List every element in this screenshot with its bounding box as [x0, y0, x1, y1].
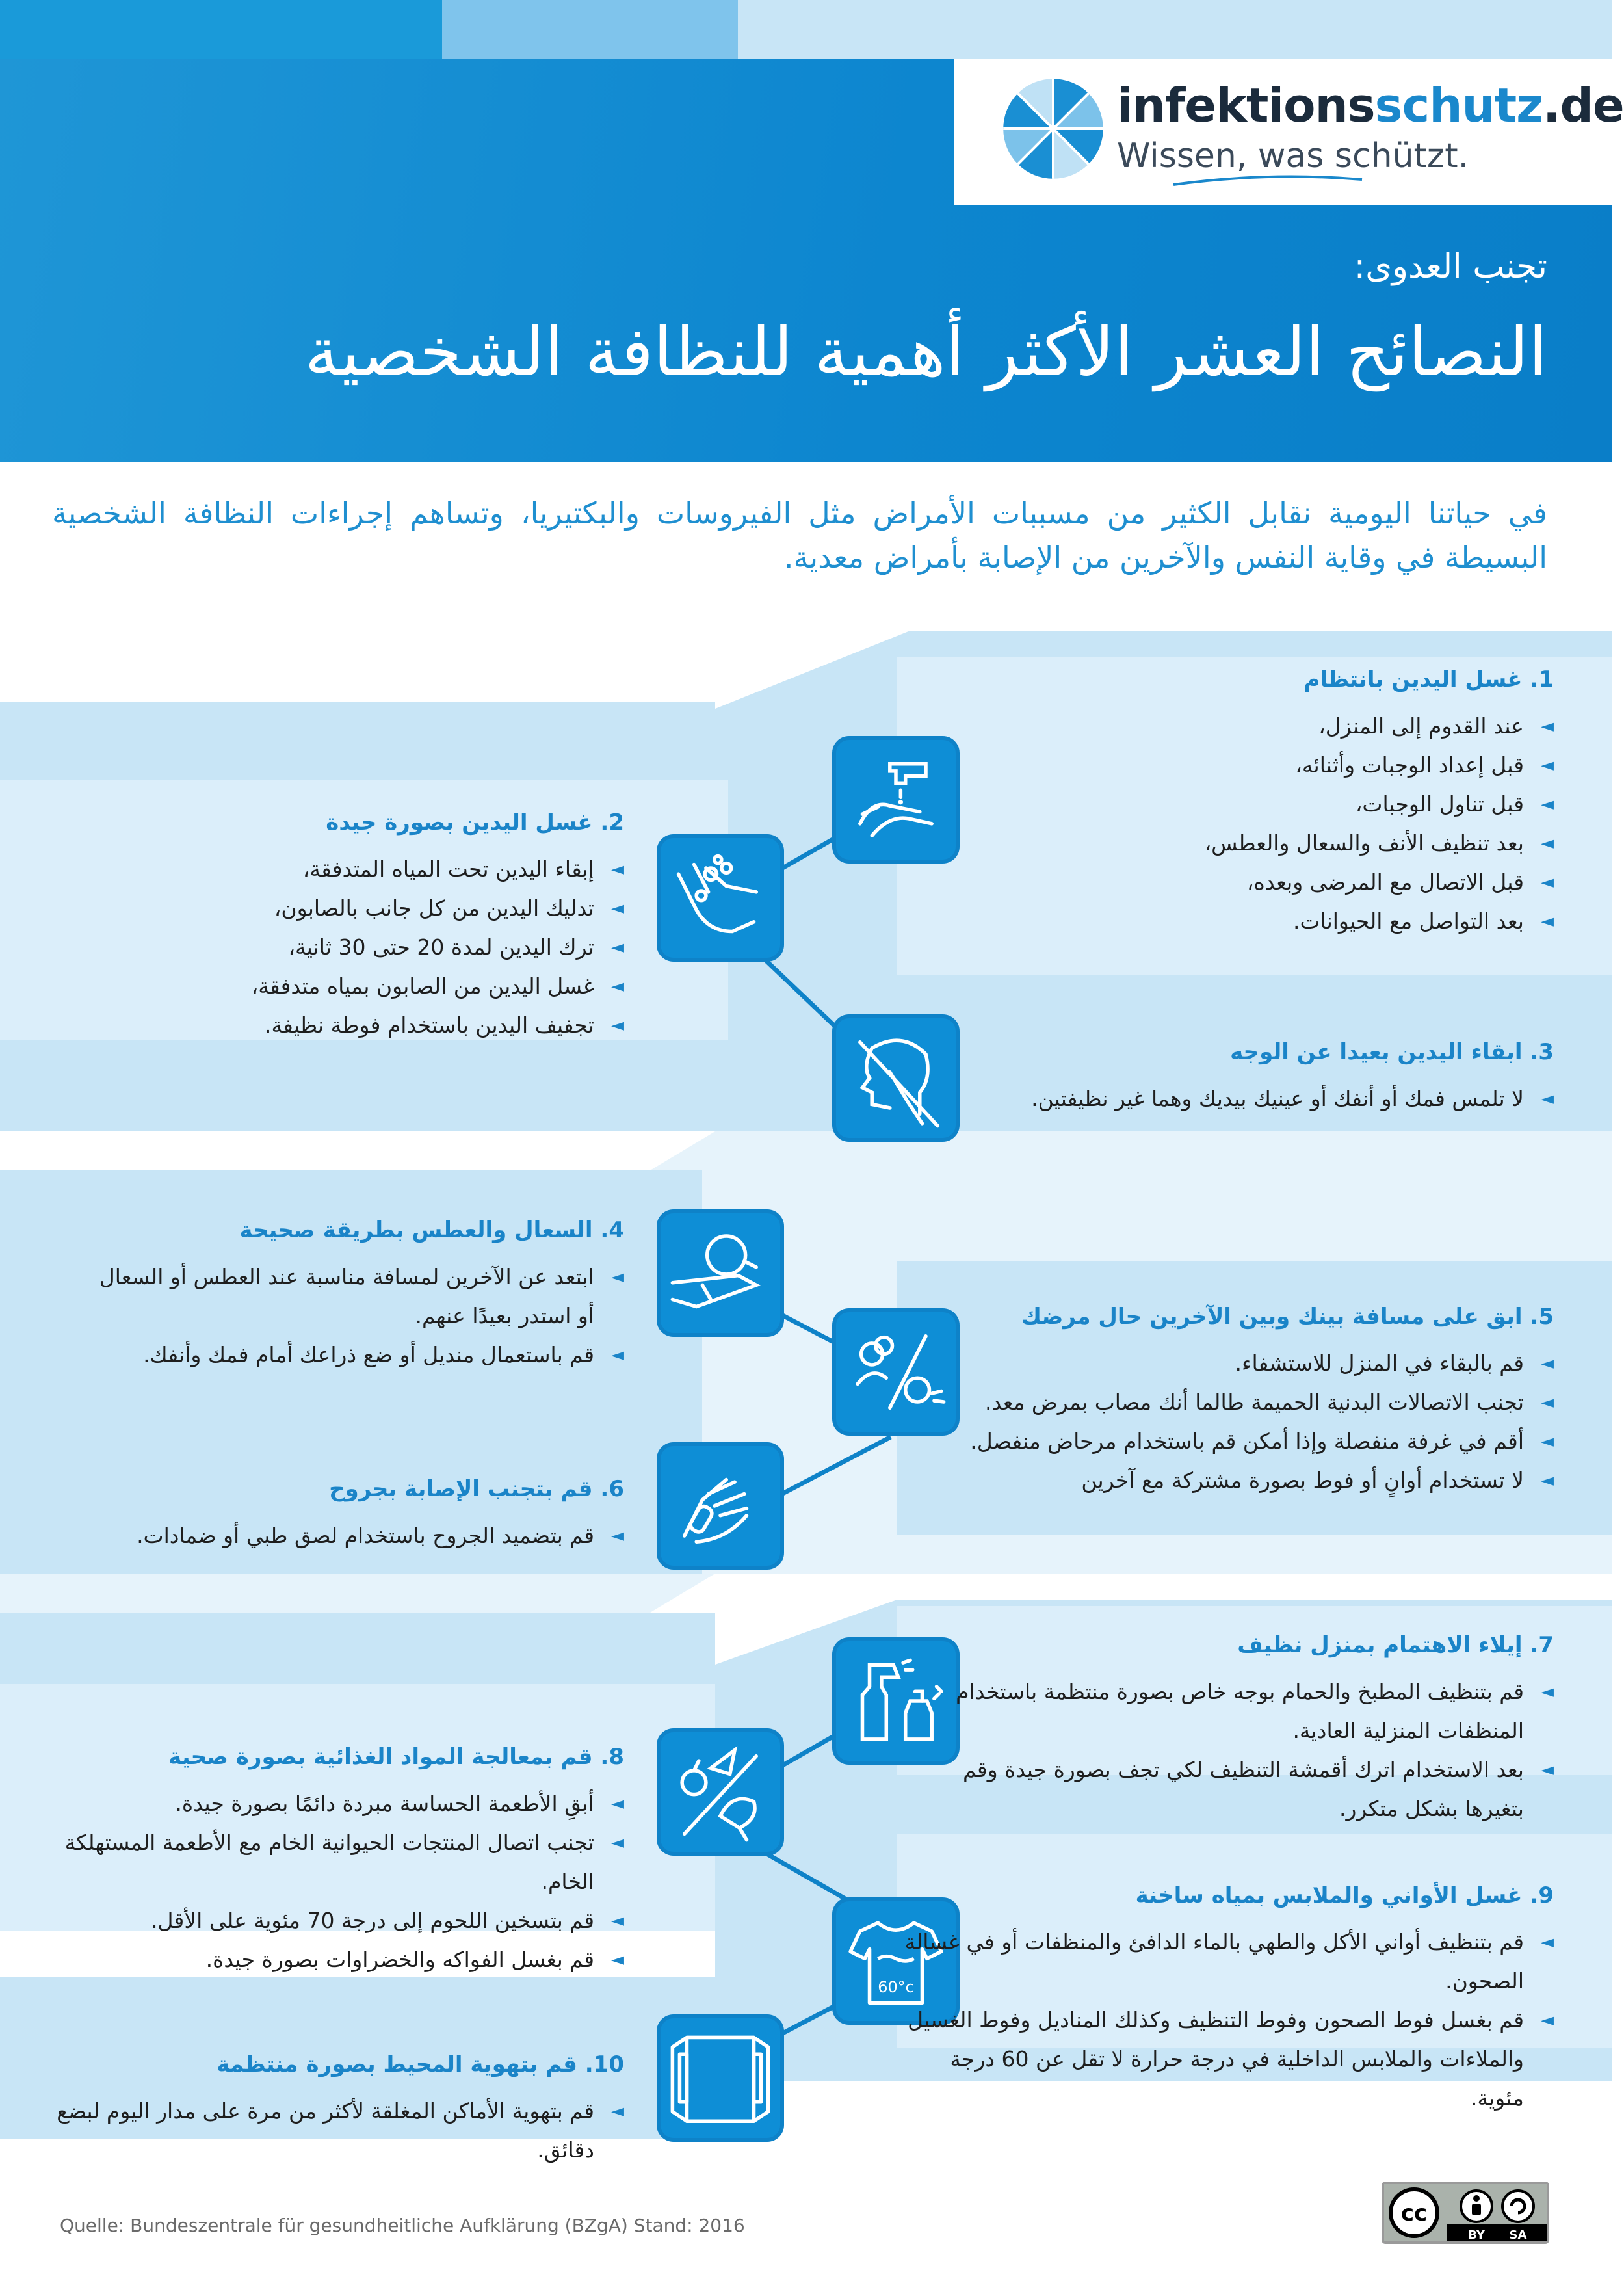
tip-3 — [904, 1039, 1554, 1118]
list-item: ◄ قم بتسخين اللحوم إلى درجة 70 مئوية على الأقل. — [39, 1901, 624, 1940]
list-item: ◄ قبل إعداد الوجبات وأثنائه، — [904, 746, 1554, 785]
tip-7-title: 7. إيلاء الاهتمام بمنزل نظيف — [1237, 1632, 1554, 1658]
tip-10 — [39, 2051, 624, 2170]
list-item: ◄ تجنب اتصال المنتجات الحيوانية الخام مع الأطعمة المستهلكة الخام. — [39, 1823, 624, 1901]
tip-9-title: 9. غسل الأواني والملابس بمياه ساخنة — [1135, 1882, 1554, 1908]
open-window-icon — [657, 2014, 784, 2142]
tip-5-title: 5. ابق على مسافة بينك وبين الآخرين حال مرضك — [1021, 1304, 1554, 1330]
tip-7 — [904, 1632, 1554, 1828]
list-item: ◄ بعد تنظيف الأنف والسعال والعطس، — [904, 824, 1554, 863]
tip-8-title: 8. قم بمعالجة المواد الغذائية بصورة صحية — [168, 1744, 624, 1770]
tip-6-title: 6. قم بتجنب الإصابة بجروح — [329, 1476, 624, 1502]
tip-1 — [904, 666, 1554, 941]
list-item: ◄ قبل تناول الوجبات، — [904, 785, 1554, 824]
list-item: ◄ ترك اليدين لمدة 20 حتى 30 ثانية، — [39, 928, 624, 967]
list-item: ◄ قم بتنظيف أواني الأكل والطهي بالماء الدافئ والمنظفات أو في غسالة الصحون. — [904, 1923, 1554, 2001]
page-title: النصائح العشر الأكثر أهمية للنظافة الشخصية — [304, 312, 1547, 391]
tip-4 — [78, 1217, 624, 1375]
bandaged-hand-icon — [657, 1442, 784, 1570]
intro-paragraph: في حياتنا اليومية نقابل الكثير من مسببات الأمراض مثل الفيروسات والبكتيريا، وتساهم إجراءات النظافة الشخصية البسيطة في وقاية النفس والآخرين من الإصابة بأمراض معدية. — [52, 495, 1547, 575]
svg-text:BY: BY — [1468, 2228, 1485, 2242]
list-item: ◄ بعد التواصل مع الحيوانات. — [904, 902, 1554, 941]
food-icon — [657, 1728, 784, 1856]
tip-4-title: 4. السعال والعطس بطريقة صحيحة — [239, 1217, 624, 1243]
list-item: ◄ عند القدوم إلى المنزل، — [904, 707, 1554, 746]
list-item: ◄ تجفيف اليدين باستخدام فوطة نظيفة. — [39, 1006, 624, 1045]
sneeze-elbow-icon — [657, 1209, 784, 1337]
tip-1-title: 1. غسل اليدين بانتظام — [1303, 666, 1554, 692]
brand-wordmark: infektionsschutz.de — [1117, 78, 1624, 133]
list-item: ◄ قم بغسل الفواكه والخضراوات بصورة جيدة. — [39, 1940, 624, 1979]
tip-6 — [39, 1476, 624, 1555]
list-item: ◄ قم بتنظيف المطبخ والحمام بوجه خاص بصورة منتظمة باستخدام المنظفات المنزلية العادية. — [904, 1672, 1554, 1750]
brand-slogan: Wissen, was schützt. — [1117, 137, 1469, 176]
list-item: ◄ قم بالبقاء في المنزل للاستشفاء. — [904, 1344, 1554, 1383]
list-item: ◄ أقم في غرفة منفصلة وإذا أمكن قم باستخدام مرحاض منفصل. — [904, 1422, 1554, 1461]
list-item: ◄ لا تستخدام أوانٍ أو فوط بصورة مشتركة مع آخرين — [904, 1461, 1554, 1500]
list-item: ◄ قبل الاتصال مع المرضى وبعده، — [904, 863, 1554, 902]
cc-license-badge[interactable] — [1382, 2182, 1549, 2244]
list-item: ◄ إبقاء اليدين تحت المياه المتدفقة، — [39, 850, 624, 889]
cc-by-sa-icon — [1384, 2184, 1547, 2241]
tip-2 — [39, 810, 624, 1045]
list-item: ◄ تدليك اليدين من كل جانب بالصابون، — [39, 889, 624, 928]
list-item: ◄ ابتعد عن الآخرين لمسافة مناسبة عند العطس أو السعال أو استدر بعيدًا عنهم. — [78, 1258, 624, 1336]
tip-3-title: 3. ابقاء اليدين بعيدا عن الوجه — [1230, 1039, 1554, 1065]
tip-9 — [904, 1882, 1554, 2118]
page-subtitle: تجنب العدوى: — [1354, 247, 1547, 286]
list-item: ◄ تجنب الاتصالات البدنية الحميمة طالما أنك مصاب بمرض معد. — [904, 1383, 1554, 1422]
list-item: ◄ أبقِ الأطعمة الحساسة مبردة دائمًا بصورة جيدة. — [39, 1784, 624, 1823]
list-item: ◄ غسل اليدين من الصابون بمياه متدفقة، — [39, 967, 624, 1006]
svg-text:cc: cc — [1400, 2200, 1428, 2226]
tip-5 — [904, 1304, 1554, 1500]
list-item: ◄ قم بغسل فوط الصحون وفوط التنظيف وكذلك المناديل وفوط الغسيل والملاءات والملابس الداخلية في درجة حرارة لا تقل عن 60 درجة مئوية. — [904, 2001, 1554, 2118]
list-item: ◄ قم باستعمال منديل أو ضع ذراعك أمام فمك وأنفك. — [78, 1336, 624, 1375]
list-item: ◄ بعد الاستخدام اترك أقمشة التنظيف لكي تجف بصورة جيدة وقم بتغيرها بشكل متكرر. — [904, 1750, 1554, 1828]
tip-10-title: 10. قم بتهوية المحيط بصورة منتظمة — [216, 2051, 624, 2077]
list-item: ◄ قم بتضميد الجروح باستخدام لصق طبي أو ضمادات. — [39, 1516, 624, 1555]
svg-text:60°c: 60°c — [878, 1977, 914, 1996]
soapy-hands-icon — [657, 834, 784, 962]
list-item: ◄ قم بتهوية الأماكن المغلقة لأكثر من مرة على مدار اليوم لبضع دقائق. — [39, 2092, 624, 2170]
source-note: Quelle: Bundeszentrale für gesundheitliche Aufklärung (BZgA) Stand: 2016 — [60, 2215, 745, 2236]
tip-8 — [39, 1744, 624, 1979]
tip-2-title: 2. غسل اليدين بصورة جيدة — [326, 810, 624, 836]
list-item: ◄ لا تلمس فمك أو أنفك أو عينيك بيديك وهما غير نظيفتين. — [904, 1079, 1554, 1118]
svg-text:SA: SA — [1509, 2228, 1527, 2242]
